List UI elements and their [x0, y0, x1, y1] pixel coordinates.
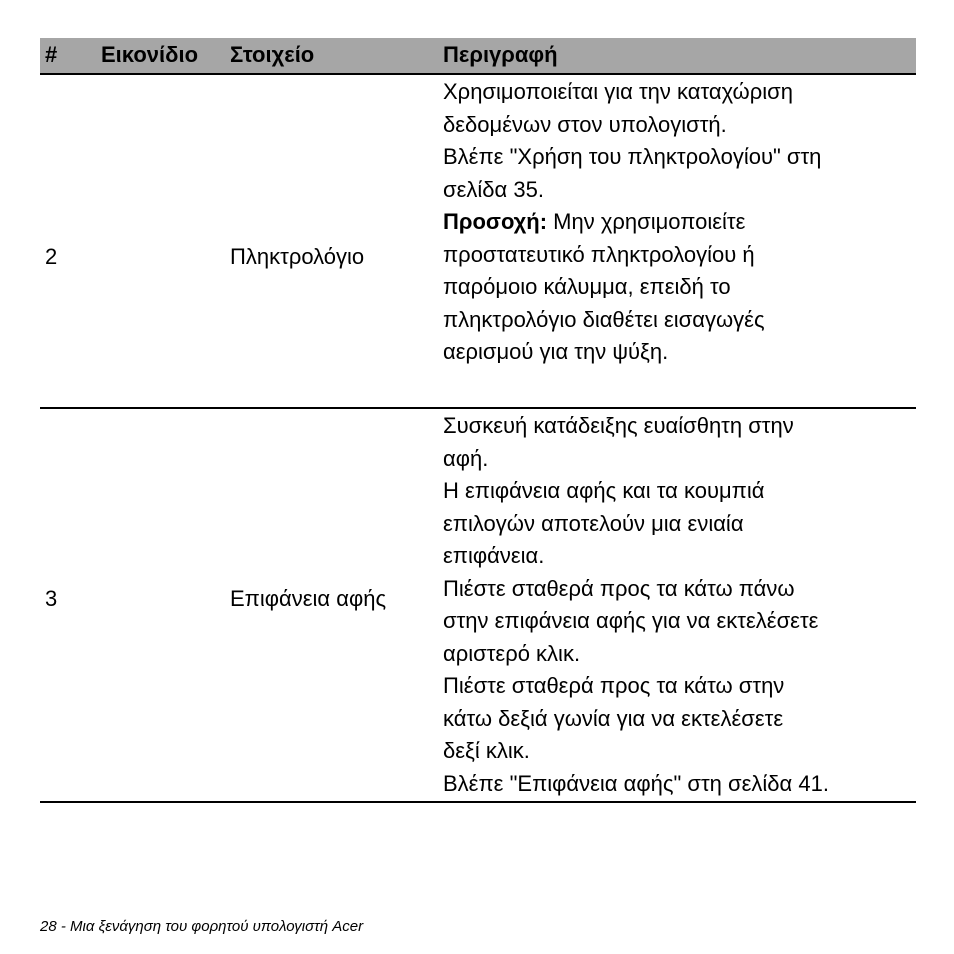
table-row [40, 409, 916, 803]
header-number: # [45, 42, 58, 67]
desc-line: Πιέστε σταθερά προς τα κάτω πάνω [443, 575, 795, 601]
table-header [40, 38, 916, 75]
desc-line: σελίδα 35. [443, 176, 544, 202]
table-row [40, 75, 916, 409]
header-icon: Εικονίδιο [101, 42, 199, 67]
desc-line: αφή. [443, 445, 489, 471]
page-footer: 28 - Μια ξενάγηση του φορητού υπολογιστή Acer [40, 918, 364, 935]
desc-line: προστατευτικό πληκτρολογίου ή [443, 241, 755, 267]
desc-line: Χρησιμοποιείται για την καταχώριση [443, 79, 793, 104]
row-description [443, 410, 829, 800]
desc-line: δεξί κλικ. [443, 738, 530, 763]
desc-line: αερισμού για την ψύξη. [443, 339, 669, 364]
desc-line: πληκτρολόγιο διαθέτει εισαγωγές [443, 306, 765, 332]
header-item: Στοιχείο [230, 42, 315, 67]
caution-line [443, 206, 821, 239]
desc-line: Βλέπε "Χρήση του πληκτρολογίου" στη [443, 144, 822, 169]
desc-line: στην επιφάνεια αφής για να εκτελέσετε [443, 608, 819, 633]
header-description: Περιγραφή [443, 42, 558, 67]
row-item: Πληκτρολόγιο [230, 244, 365, 269]
desc-line: επιλογών αποτελούν μια ενιαία [443, 510, 744, 536]
caution-label: Προσοχή: [443, 209, 548, 234]
desc-line: κάτω δεξιά γωνία για να εκτελέσετε [443, 705, 784, 731]
row-item: Επιφάνεια αφής [230, 586, 387, 611]
row-number: 3 [45, 586, 58, 611]
desc-line: Πιέστε σταθερά προς τα κάτω στην [443, 673, 785, 698]
caution-text: Μην χρησιμοποιείτε [547, 209, 746, 234]
row-description [443, 76, 821, 369]
desc-line: Η επιφάνεια αφής και τα κουμπιά [443, 478, 765, 503]
row-number: 2 [45, 244, 58, 269]
components-table [40, 38, 916, 803]
desc-line: Συσκευή κατάδειξης ευαίσθητη στην [443, 413, 794, 438]
desc-line: δεδομένων στον υπολογιστή. [443, 111, 727, 137]
desc-line: παρόμοιο κάλυμμα, επειδή το [443, 274, 731, 299]
desc-line: αριστερό κλικ. [443, 640, 581, 666]
desc-line: επιφάνεια. [443, 543, 545, 568]
desc-line: Βλέπε "Επιφάνεια αφής" στη σελίδα 41. [443, 770, 829, 796]
